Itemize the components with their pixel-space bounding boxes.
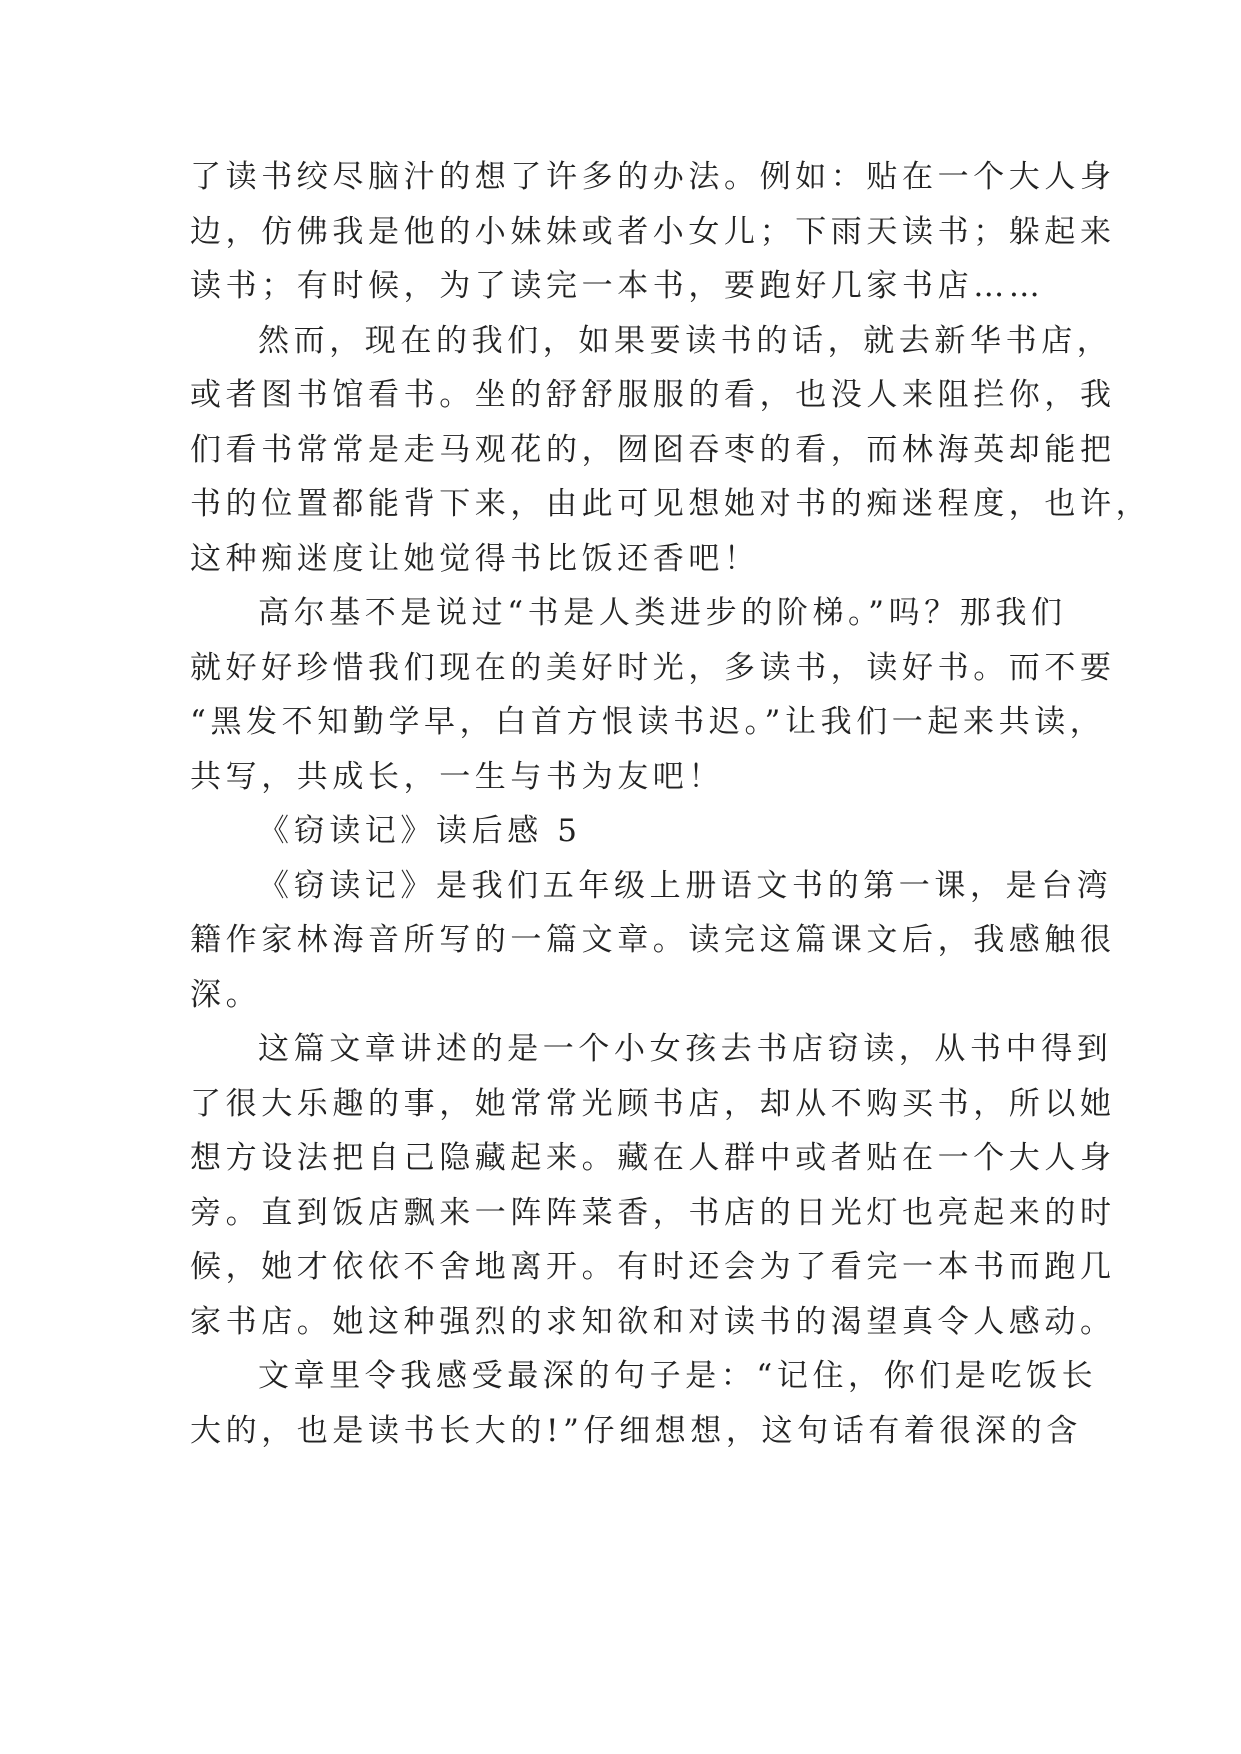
text-line: 大的，也是读书长大的!”仔细想想，这句话有着很深的含 — [190, 1412, 1082, 1449]
text-line: 边，仿佛我是他的小妹妹或者小女儿；下雨天读书；躲起来 — [190, 213, 1116, 250]
text-line: 《窃读记》是我们五年级上册语文书的第一课，是台湾 — [258, 867, 1113, 904]
text-line: 高尔基不是说过“书是人类进步的阶梯。”吗？那我们 — [258, 595, 1067, 631]
text-line: 文章里令我感受最深的句子是：“记住，你们是吃饭长 — [258, 1358, 1098, 1394]
text-line: 共写，共成长，一生与书为友吧！ — [190, 758, 724, 795]
text-line: 想方设法把自己隐藏起来。藏在人群中或者贴在一个大人身 — [190, 1140, 1116, 1176]
text-line: 了读书绞尽脑汁的想了许多的办法。例如：贴在一个大人身 — [190, 159, 1116, 195]
text-line: 读书；有时候，为了读完一本书，要跑好几家书店…… — [190, 268, 1045, 304]
text-line: 就好好珍惜我们现在的美好时光，多读书，读好书。而不要 — [190, 649, 1116, 686]
text-line: 旁。直到饭店飘来一阵阵菜香，书店的日光灯也亮起来的时 — [190, 1194, 1116, 1231]
text-line: 这篇文章讲述的是一个小女孩去书店窃读，从书中得到 — [258, 1031, 1113, 1067]
text-line: 深。 — [190, 976, 262, 1013]
text-line: 籍作家林海音所写的一篇文章。读完这篇课文后，我感触很 — [190, 922, 1116, 958]
text-line: 或者图书馆看书。坐的舒舒服服的看，也没人来阻拦你，我 — [190, 377, 1116, 413]
document-page — [190, 150, 1152, 1458]
section-heading: 《窃读记》读后感 5 — [258, 813, 582, 849]
text-line: 候，她才依依不舍地离开。有时还会为了看完一本书而跑几 — [190, 1249, 1116, 1285]
text-line: 这种痴迷度让她觉得书比饭还香吧！ — [190, 540, 760, 577]
text-line: “黑发不知勤学早，白首方恨读书迟。”让我们一起来共读， — [190, 704, 1106, 740]
text-line: 然而，现在的我们，如果要读书的话，就去新华书店， — [258, 322, 1113, 359]
text-line: 们看书常常是走马观花的，囫囵吞枣的看，而林海英却能把 — [190, 431, 1116, 468]
text-line: 家书店。她这种强烈的求知欲和对读书的渴望真令人感动。 — [190, 1303, 1116, 1340]
text-line: 了很大乐趣的事，她常常光顾书店，却从不购买书，所以她 — [190, 1085, 1116, 1122]
text-line: 书的位置都能背下来，由此可见想她对书的痴迷程度，也许， — [190, 486, 1152, 522]
